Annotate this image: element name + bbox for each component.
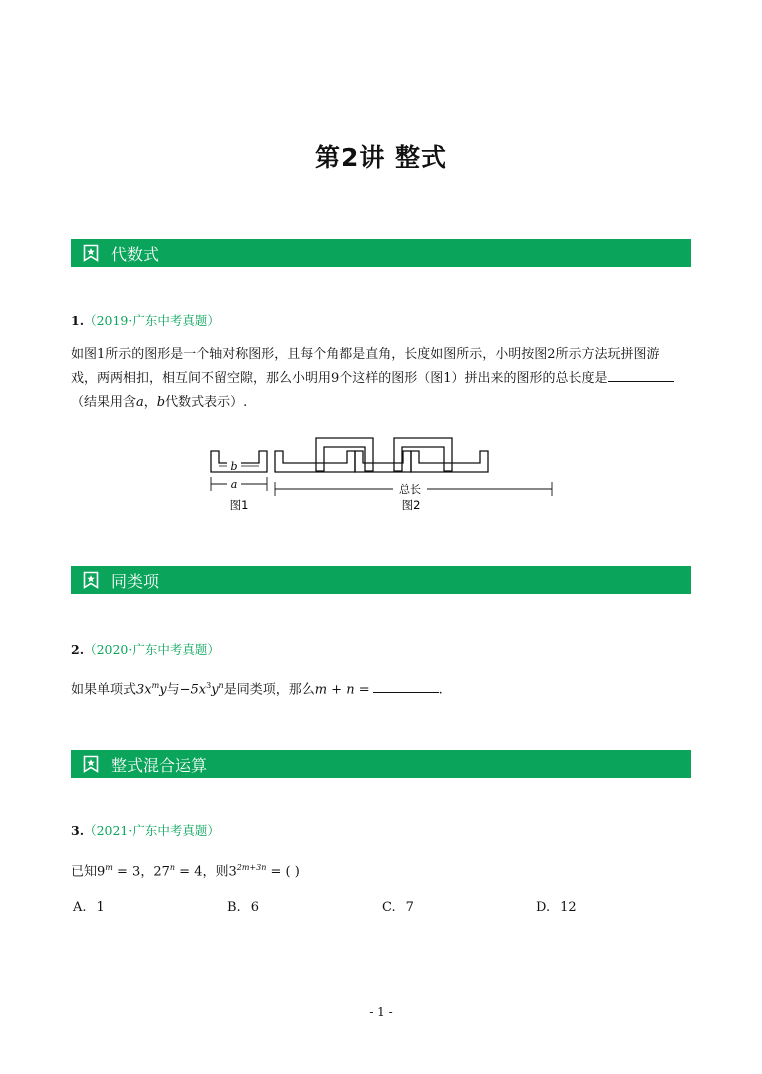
question-number: 3. <box>71 823 85 838</box>
question-source: （2020·广东中考真题） <box>84 642 220 657</box>
question-2-header <box>71 640 220 658</box>
figure-label-b: b <box>230 460 238 473</box>
question-2-text: 如果单项式$3x^my$与$-5x^3y^n$是同类项，那么m + n = . <box>71 681 443 698</box>
answer-blank[interactable] <box>373 692 439 693</box>
bookmark-star-icon <box>83 571 99 589</box>
text-line: 如图1所示的图形是一个轴对称图形，且每个角都是直角，长度如图所示，小明按图2所示方法玩拼图游 <box>71 347 660 362</box>
figure-label-total: 总长 <box>399 483 421 496</box>
section-label: 整式混合运算 <box>111 755 208 775</box>
figure-label-a: a <box>230 478 238 491</box>
section-header-mixed-operations <box>71 750 691 778</box>
question-source: （2019·广东中考真题） <box>84 313 220 328</box>
bookmark-star-icon <box>83 755 99 773</box>
text-line: （结果用含a，b代数式表示）. <box>71 395 248 410</box>
option-c[interactable]: C. 7 <box>382 900 414 915</box>
figure-2-caption: 图2 <box>401 498 421 512</box>
option-b[interactable]: B. 6 <box>227 900 259 915</box>
question-number: 1. <box>71 313 85 328</box>
section-header-like-terms <box>71 566 691 594</box>
option-a[interactable]: A. 1 <box>73 900 105 915</box>
text-line: 戏，两两相扣，相互间不留空隙，那么小明用9个这样的图形（图1）拼出来的图形的总长度是 <box>71 367 691 391</box>
option-d[interactable]: D. 12 <box>536 900 577 915</box>
section-label: 同类项 <box>111 571 160 591</box>
figure-1-caption: 图1 <box>229 498 249 512</box>
page-number: - 1 - <box>369 1005 393 1019</box>
question-number: 2. <box>71 642 85 657</box>
page-title: 第2讲 整式 <box>314 143 448 172</box>
question-3-header <box>71 821 220 839</box>
question-3-text: 已知$9^m = 3$，$27^n = 4$，则$3^{2m+3n}$ = ( ) <box>71 863 300 880</box>
question-source: （2021·广东中考真题） <box>84 823 220 838</box>
section-label: 代数式 <box>111 244 160 264</box>
